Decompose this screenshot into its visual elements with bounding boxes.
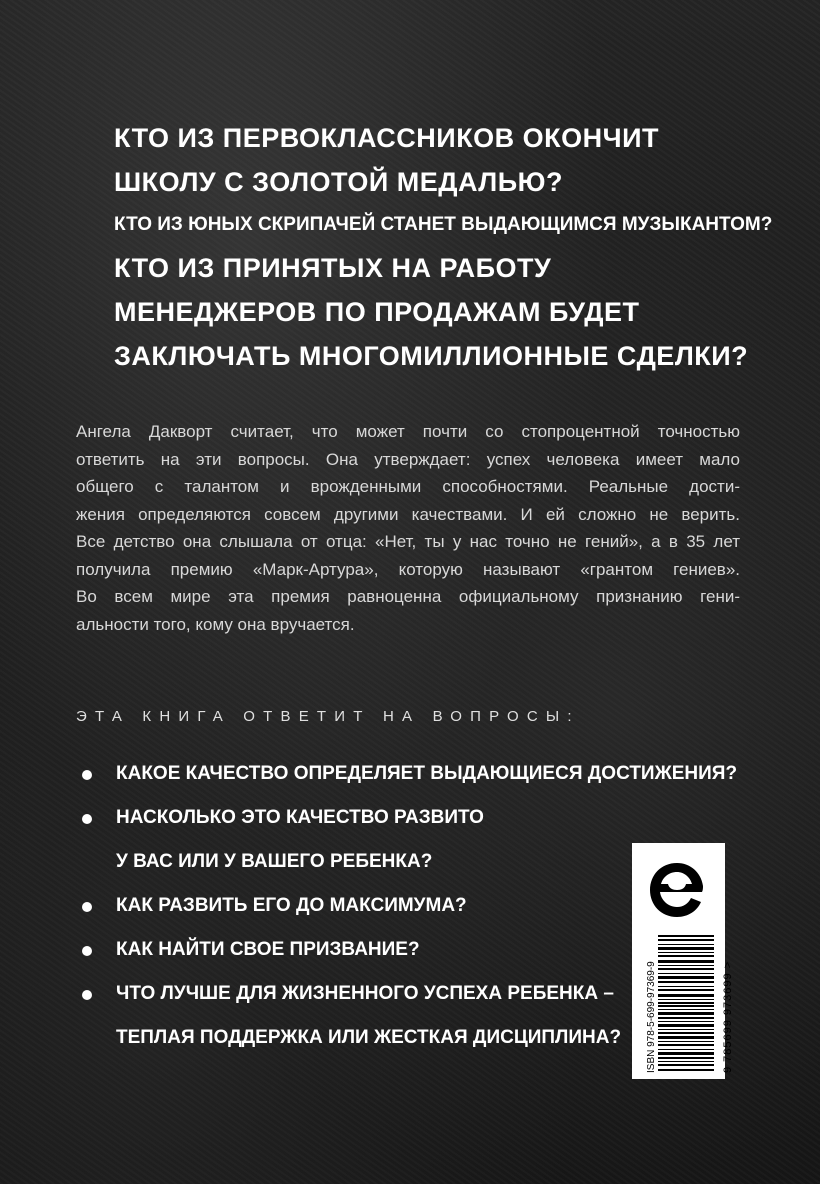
paragraph-line: Ангела Дакворт считает, что может почти со стопроцентной точностью [76, 422, 740, 441]
headline-questions [114, 116, 794, 378]
eksmo-logo-icon [644, 857, 710, 923]
list-item-text: ТЕПЛАЯ ПОДДЕРЖКА ИЛИ ЖЕСТКАЯ ДИСЦИПЛИНА? [116, 1027, 622, 1048]
paragraph-line: жения определяются совсем другими качествами. И ей сложно не верить. [76, 504, 740, 524]
list-item-text: НАСКОЛЬКО ЭТО КАЧЕСТВО РАЗВИТО [116, 807, 484, 828]
list-item [82, 928, 622, 972]
list-item [82, 752, 738, 796]
list-item-text: ЧТО ЛУЧШЕ ДЛЯ ЖИЗНЕННОГО УСПЕХА РЕБЕНКА – [116, 983, 614, 1004]
headline-line-4: КТО ИЗ ПРИНЯТЫХ НА РАБОТУ [114, 253, 552, 283]
paragraph-line: альности того, кому она вручается. [76, 614, 355, 634]
paragraph-line: общего с талантом и врожденными способностями. Реальные дости- [76, 477, 740, 496]
paragraph-line: ответить на эти вопросы. Она утверждает: успех человека имеет мало [76, 449, 740, 469]
headline-line-6: ЗАКЛЮЧАТЬ МНОГОМИЛЛИОННЫЕ СДЕЛКИ? [114, 341, 749, 371]
list-item [82, 884, 622, 928]
bullet-dot-icon [82, 770, 92, 780]
section-heading: ЭТА КНИГА ОТВЕТИТ НА ВОПРОСЫ: [76, 708, 580, 725]
list-item-text: КАК РАЗВИТЬ ЕГО ДО МАКСИМУМА? [116, 895, 467, 916]
paragraph-line: получила премию «Марк-Артура», которую называют «грантом гениев». [76, 559, 740, 579]
isbn-number: ISBN 978-5-699-97369-9 [646, 961, 657, 1073]
bullet-dot-icon [82, 946, 92, 956]
headline-line-3: КТО ИЗ ЮНЫХ СКРИПАЧЕЙ СТАНЕТ ВЫДАЮЩИМСЯ МУЗЫКАНТОМ? [114, 214, 773, 235]
paragraph-line: Во всем мире эта премия равноценна официальному признанию гени- [76, 587, 740, 606]
bullet-dot-icon [82, 990, 92, 1000]
list-item [82, 972, 622, 1060]
bullet-dot-icon [82, 902, 92, 912]
barcode-digits: 9 785699 973699 > [722, 960, 734, 1073]
list-item-text: КАК НАЙТИ СВОЕ ПРИЗВАНИЕ? [116, 939, 420, 960]
list-item [82, 796, 622, 884]
headline-line-1: КТО ИЗ ПЕРВОКЛАССНИКОВ ОКОНЧИТ [114, 123, 660, 153]
list-item-text: У ВАС ИЛИ У ВАШЕГО РЕБЕНКА? [116, 851, 433, 872]
paragraph-line: Все детство она слышала от отца: «Нет, ты у нас точно не гений», а в 35 лет [76, 532, 740, 551]
bullet-dot-icon [82, 814, 92, 824]
list-item-text: КАКОЕ КАЧЕСТВО ОПРЕДЕЛЯЕТ ВЫДАЮЩИЕСЯ ДОСТИЖЕНИЯ? [116, 763, 738, 784]
headline-line-2: ШКОЛУ С ЗОЛОТОЙ МЕДАЛЬЮ? [114, 167, 563, 197]
isbn-barcode-box [632, 843, 734, 1079]
description-paragraph [76, 418, 740, 638]
headline-line-5: МЕНЕДЖЕРОВ ПО ПРОДАЖАМ БУДЕТ [114, 297, 640, 327]
